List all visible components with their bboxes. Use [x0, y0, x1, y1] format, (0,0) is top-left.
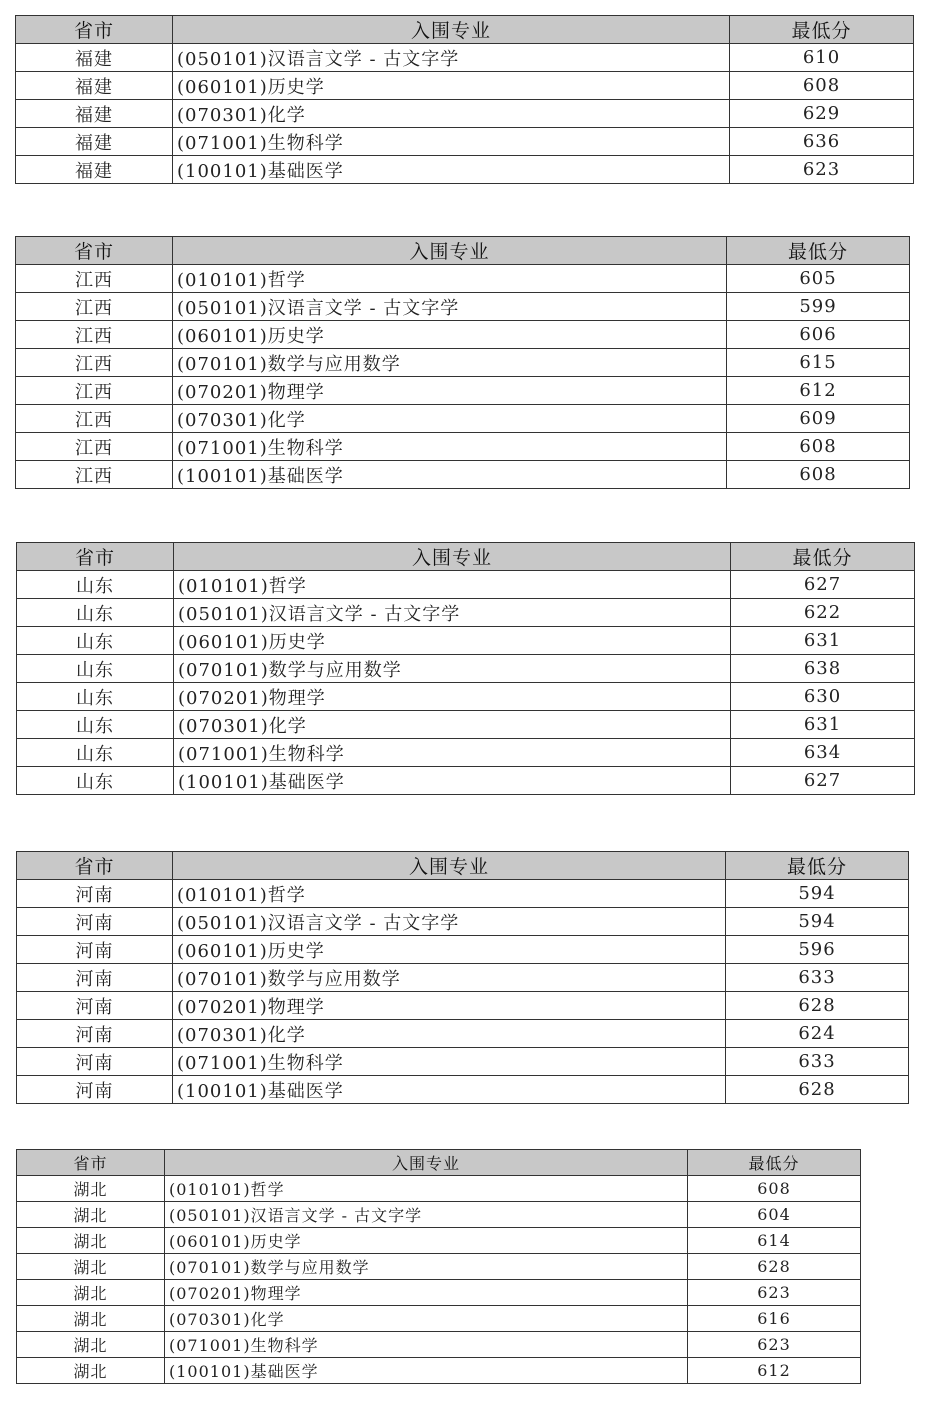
province-cell: 山东 — [17, 683, 174, 711]
score-cell: 630 — [731, 683, 915, 711]
table-row — [17, 655, 915, 683]
province-cell: 山东 — [17, 739, 174, 767]
score-table-fujian — [15, 15, 914, 184]
score-cell: 608 — [727, 433, 910, 461]
table-row — [16, 433, 910, 461]
province-cell: 湖北 — [17, 1176, 165, 1202]
province-cell: 河南 — [17, 992, 173, 1020]
score-cell: 624 — [726, 1020, 909, 1048]
header-min-score: 最低分 — [730, 16, 914, 44]
score-cell: 633 — [726, 964, 909, 992]
province-cell: 山东 — [17, 767, 174, 795]
table-row — [17, 739, 915, 767]
major-cell: (071001)生物科学 — [173, 128, 730, 156]
province-cell: 河南 — [17, 936, 173, 964]
major-cell: (070301)化学 — [173, 1020, 726, 1048]
province-cell: 河南 — [17, 964, 173, 992]
score-table-jiangxi — [15, 236, 910, 489]
province-cell: 湖北 — [17, 1358, 165, 1384]
table-row — [17, 908, 909, 936]
header-min-score: 最低分 — [731, 543, 915, 571]
score-cell: 631 — [731, 627, 915, 655]
major-cell: (070101)数学与应用数学 — [173, 349, 727, 377]
score-cell: 608 — [688, 1176, 861, 1202]
score-cell: 612 — [727, 377, 910, 405]
table-row — [17, 1254, 861, 1280]
province-cell: 湖北 — [17, 1306, 165, 1332]
table-row — [17, 964, 909, 992]
major-cell: (070101)数学与应用数学 — [173, 964, 726, 992]
header-major: 入围专业 — [173, 852, 726, 880]
table-row — [17, 992, 909, 1020]
major-cell: (050101)汉语言文学 - 古文字学 — [173, 908, 726, 936]
province-cell: 江西 — [16, 321, 173, 349]
score-cell: 634 — [731, 739, 915, 767]
table-row — [17, 1332, 861, 1358]
score-cell: 627 — [731, 571, 915, 599]
major-cell: (050101)汉语言文学 - 古文字学 — [165, 1202, 688, 1228]
score-cell: 628 — [726, 1076, 909, 1104]
province-cell: 山东 — [17, 627, 174, 655]
score-cell: 627 — [731, 767, 915, 795]
score-cell: 629 — [730, 100, 914, 128]
major-cell: (100101)基础医学 — [173, 1076, 726, 1104]
score-cell: 628 — [688, 1254, 861, 1280]
table-row — [17, 1228, 861, 1254]
table-row — [17, 683, 915, 711]
major-cell: (070201)物理学 — [173, 377, 727, 405]
score-cell: 614 — [688, 1228, 861, 1254]
major-cell: (060101)历史学 — [173, 321, 727, 349]
major-cell: (070201)物理学 — [173, 992, 726, 1020]
header-province: 省市 — [17, 543, 174, 571]
score-cell: 605 — [727, 265, 910, 293]
major-cell: (060101)历史学 — [165, 1228, 688, 1254]
major-cell: (100101)基础医学 — [173, 461, 727, 489]
major-cell: (070301)化学 — [174, 711, 731, 739]
province-cell: 福建 — [16, 156, 173, 184]
header-major: 入围专业 — [174, 543, 731, 571]
score-cell: 594 — [726, 908, 909, 936]
province-cell: 江西 — [16, 265, 173, 293]
major-cell: (050101)汉语言文学 - 古文字学 — [174, 599, 731, 627]
table-header-row — [16, 237, 910, 265]
table-row — [16, 461, 910, 489]
table-row — [17, 711, 915, 739]
table-row — [16, 349, 910, 377]
table-row — [17, 599, 915, 627]
major-cell: (070301)化学 — [173, 405, 727, 433]
province-cell: 湖北 — [17, 1202, 165, 1228]
header-province: 省市 — [17, 852, 173, 880]
table-row — [17, 1358, 861, 1384]
header-major: 入围专业 — [173, 237, 727, 265]
table-row — [17, 627, 915, 655]
header-province: 省市 — [16, 237, 173, 265]
score-table-hubei — [16, 1149, 861, 1384]
table-row — [16, 405, 910, 433]
major-cell: (070201)物理学 — [174, 683, 731, 711]
major-cell: (010101)哲学 — [173, 880, 726, 908]
province-cell: 江西 — [16, 349, 173, 377]
score-cell: 623 — [730, 156, 914, 184]
table-row — [17, 1020, 909, 1048]
table-row — [16, 44, 914, 72]
major-cell: (071001)生物科学 — [174, 739, 731, 767]
major-cell: (100101)基础医学 — [173, 156, 730, 184]
score-cell: 623 — [688, 1280, 861, 1306]
score-cell: 616 — [688, 1306, 861, 1332]
province-cell: 湖北 — [17, 1228, 165, 1254]
table-header-row — [17, 852, 909, 880]
score-cell: 636 — [730, 128, 914, 156]
score-cell: 604 — [688, 1202, 861, 1228]
major-cell: (060101)历史学 — [174, 627, 731, 655]
score-cell: 596 — [726, 936, 909, 964]
major-cell: (050101)汉语言文学 - 古文字学 — [173, 293, 727, 321]
score-cell: 609 — [727, 405, 910, 433]
major-cell: (010101)哲学 — [174, 571, 731, 599]
province-cell: 山东 — [17, 599, 174, 627]
province-cell: 湖北 — [17, 1280, 165, 1306]
major-cell: (070101)数学与应用数学 — [165, 1254, 688, 1280]
table-row — [16, 265, 910, 293]
province-cell: 江西 — [16, 405, 173, 433]
score-cell: 628 — [726, 992, 909, 1020]
table-row — [16, 321, 910, 349]
score-cell: 594 — [726, 880, 909, 908]
header-major: 入围专业 — [173, 16, 730, 44]
table-header-row — [17, 1150, 861, 1176]
province-cell: 江西 — [16, 377, 173, 405]
header-province: 省市 — [16, 16, 173, 44]
score-cell: 608 — [727, 461, 910, 489]
major-cell: (060101)历史学 — [173, 936, 726, 964]
score-table-shandong — [16, 542, 915, 795]
province-cell: 河南 — [17, 1020, 173, 1048]
score-cell: 633 — [726, 1048, 909, 1076]
table-row — [17, 1048, 909, 1076]
header-min-score: 最低分 — [727, 237, 910, 265]
major-cell: (071001)生物科学 — [165, 1332, 688, 1358]
major-cell: (070201)物理学 — [165, 1280, 688, 1306]
score-cell: 622 — [731, 599, 915, 627]
province-cell: 山东 — [17, 711, 174, 739]
province-cell: 福建 — [16, 128, 173, 156]
province-cell: 福建 — [16, 100, 173, 128]
major-cell: (070301)化学 — [173, 100, 730, 128]
province-cell: 山东 — [17, 655, 174, 683]
table-row — [17, 1202, 861, 1228]
province-cell: 河南 — [17, 1076, 173, 1104]
table-row — [17, 571, 915, 599]
header-major: 入围专业 — [165, 1150, 688, 1176]
table-row — [16, 128, 914, 156]
header-min-score: 最低分 — [726, 852, 909, 880]
score-cell: 638 — [731, 655, 915, 683]
score-cell: 615 — [727, 349, 910, 377]
major-cell: (100101)基础医学 — [174, 767, 731, 795]
province-cell: 福建 — [16, 44, 173, 72]
table-row — [16, 72, 914, 100]
major-cell: (070101)数学与应用数学 — [174, 655, 731, 683]
table-row — [16, 100, 914, 128]
score-cell: 623 — [688, 1332, 861, 1358]
table-row — [16, 377, 910, 405]
table-header-row — [17, 543, 915, 571]
major-cell: (010101)哲学 — [165, 1176, 688, 1202]
table-row — [16, 156, 914, 184]
score-table-henan — [16, 851, 909, 1104]
major-cell: (070301)化学 — [165, 1306, 688, 1332]
province-cell: 河南 — [17, 1048, 173, 1076]
table-row — [17, 936, 909, 964]
province-cell: 湖北 — [17, 1254, 165, 1280]
province-cell: 江西 — [16, 293, 173, 321]
score-cell: 631 — [731, 711, 915, 739]
province-cell: 湖北 — [17, 1332, 165, 1358]
header-min-score: 最低分 — [688, 1150, 861, 1176]
province-cell: 山东 — [17, 571, 174, 599]
table-row — [17, 1280, 861, 1306]
score-cell: 608 — [730, 72, 914, 100]
score-cell: 610 — [730, 44, 914, 72]
major-cell: (071001)生物科学 — [173, 433, 727, 461]
table-row — [17, 767, 915, 795]
score-cell: 612 — [688, 1358, 861, 1384]
province-cell: 河南 — [17, 880, 173, 908]
table-row — [17, 1176, 861, 1202]
major-cell: (100101)基础医学 — [165, 1358, 688, 1384]
table-row — [17, 880, 909, 908]
table-header-row — [16, 16, 914, 44]
table-row — [17, 1076, 909, 1104]
major-cell: (071001)生物科学 — [173, 1048, 726, 1076]
province-cell: 江西 — [16, 433, 173, 461]
table-row — [17, 1306, 861, 1332]
province-cell: 江西 — [16, 461, 173, 489]
major-cell: (060101)历史学 — [173, 72, 730, 100]
header-province: 省市 — [17, 1150, 165, 1176]
province-cell: 河南 — [17, 908, 173, 936]
major-cell: (050101)汉语言文学 - 古文字学 — [173, 44, 730, 72]
major-cell: (010101)哲学 — [173, 265, 727, 293]
province-cell: 福建 — [16, 72, 173, 100]
score-cell: 599 — [727, 293, 910, 321]
score-cell: 606 — [727, 321, 910, 349]
table-row — [16, 293, 910, 321]
